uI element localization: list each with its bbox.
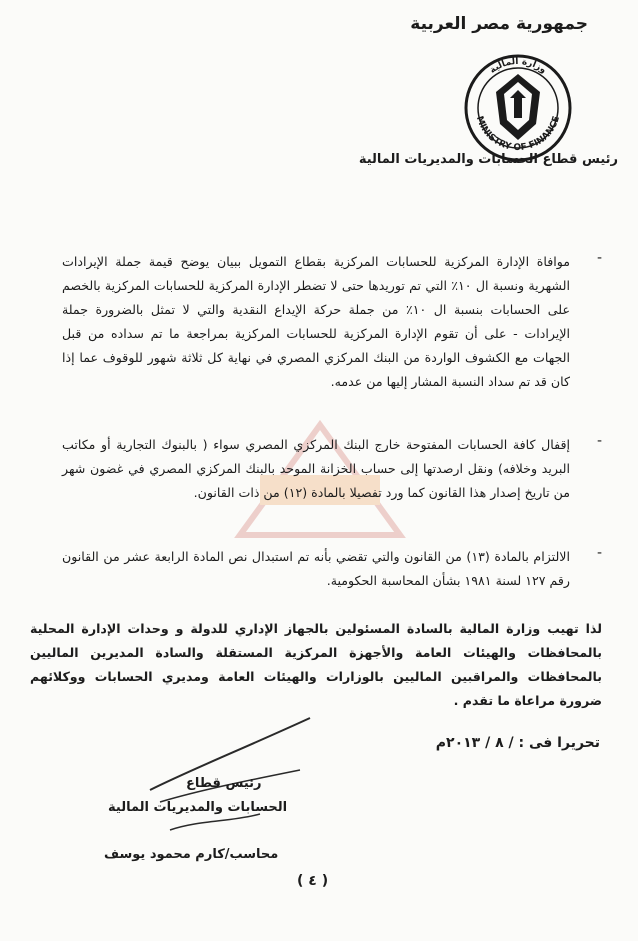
- paragraph-1: موافاة الإدارة المركزية للحسابات المركزية بقطاع التمويل ببيان يوضح قيمة جملة الإيرادات الشهرية ونسبة ال ١٠٪ التي تم توريدها حتى لا تضطر الإدارة المركزية للحسابات المركزية بالخصم على الحسابات بنسبة ال ١٠٪ من جملة حركة الإيداع النقدية والتي لا تمثل بالضرورة جملة الإيرادات - على أن تقوم الإدارة المركزية للحسابات المركزية بمراجعة ما تم سداده من قبل الجهات مع الكشوف الواردة من البنك المركزي المصري في نهاية كل ثلاثة شهور للوقوف عما إذا كان قد تم سداد النسبة المشار إليها من عدمه.: [62, 254, 570, 389]
- seal-arabic-text: وزارة المالية: [488, 56, 548, 76]
- signature-title-line2: الحسابات والمديريات المالية: [108, 800, 288, 815]
- country-header: جمهورية مصر العربية: [410, 14, 588, 34]
- closing-paragraph: لذا تهيب وزارة المالية بالسادة المسئولين بالجهاز الإداري للدولة و وحدات الإدارة المحلية بالمحافظات والهيئات العامة والأجهزة المركزية المستقلة والسادة المديرين الماليين بالمحافظات والمراقبين الماليين بالوزارات والهيئات العامة ومديري الحسابات ووكلائهم ضرورة مراعاة ما تقدم .: [30, 621, 602, 708]
- signature-title-line1: رئيس قطاع: [186, 776, 262, 791]
- signatory-name: محاسب/كارم محمود يوسف: [104, 847, 279, 862]
- ministry-seal-icon: [462, 52, 574, 164]
- paragraph-3: الالتزام بالمادة (١٣) من القانون والتي تقضي بأنه تم استبدال نص المادة الرابعة عشر من القانون رقم ١٢٧ لسنة ١٩٨١ بشأن المحاسبة الحكومية.: [62, 549, 570, 588]
- bullet-dash: -: [596, 433, 602, 449]
- bullet-dash: -: [596, 545, 602, 561]
- paragraph-2: إقفال كافة الحسابات المفتوحة خارج البنك المركزي المصري سواء ( بالبنوك التجارية أو مكاتب البريد وخلافه) ونقل ارصدتها إلى حساب الخزانة الموحد بالبنك المركزي المصري في غضون شهر من تاريخ إصدار هذا القانون كما ورد تفصيلا بالمادة (١٢) من ذات القانون.: [62, 437, 570, 500]
- sector-header: رئيس قطاع الحسابات والمديريات المالية: [358, 152, 618, 167]
- page-number: ( ٤ ): [297, 873, 329, 889]
- seal-english-text: MINISTRY OF FINANCE: [473, 114, 562, 154]
- date-line: تحريرا فى : / ٨ / ٢٠١٣م: [435, 735, 600, 751]
- bullet-dash: -: [596, 250, 602, 266]
